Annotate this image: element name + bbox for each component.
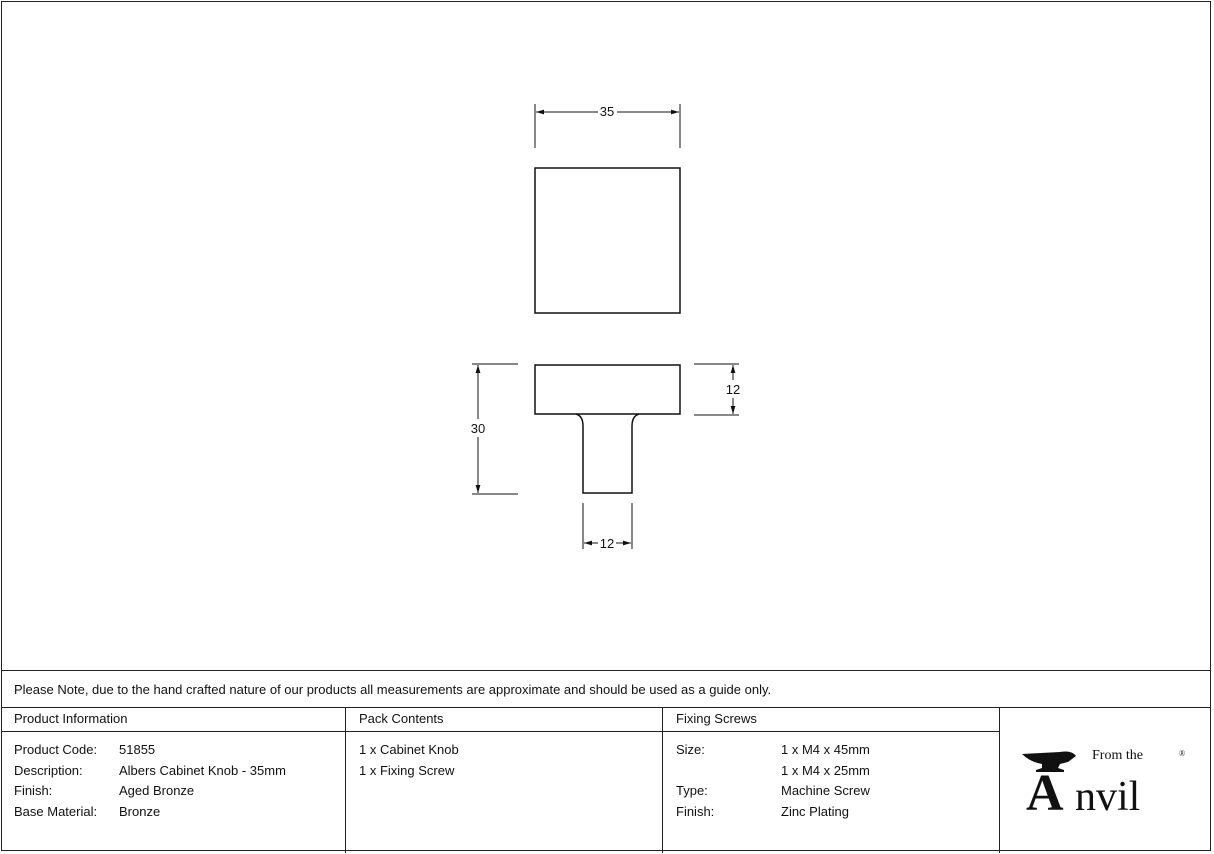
base-material-row <box>14 802 345 823</box>
logo-word: nvil <box>1075 774 1141 816</box>
row-label: Type: <box>676 783 708 798</box>
row-label: Size: <box>676 742 705 757</box>
logo-registered: ® <box>1179 749 1186 758</box>
logo-cell <box>1000 708 1211 853</box>
pack-contents-column <box>346 708 663 853</box>
description-row <box>14 761 345 782</box>
row-label: Product Code: <box>14 742 98 757</box>
screw-finish-row <box>676 802 999 823</box>
row-label: Base Material: <box>14 803 98 819</box>
side-view-stem <box>576 414 639 493</box>
row-value: Zinc Plating <box>781 803 849 819</box>
measurement-note: Please Note, due to the hand crafted nature of our products all measurements are approximate and should be used as a guide only. <box>1 670 1211 707</box>
logo-initial: A <box>1026 765 1064 816</box>
row-value: 51855 <box>119 742 156 757</box>
dim-top-width: 35 <box>599 104 615 119</box>
row-value: Albers Cabinet Knob - 35mm <box>119 762 286 778</box>
row-value: 1 x M4 x 25mm <box>781 762 870 778</box>
finish-row <box>14 781 345 802</box>
dim-head-height: 12 <box>725 382 741 397</box>
row-value: Aged Bronze <box>119 783 195 798</box>
side-view-head <box>535 365 680 414</box>
fixing-screws-heading: Fixing Screws <box>663 708 999 732</box>
screw-type-row <box>676 781 999 802</box>
product-info-column <box>1 708 346 853</box>
screw-size-row <box>676 740 999 761</box>
dim-stem-width: 12 <box>599 536 615 551</box>
row-value: 1 x M4 x 45mm <box>781 742 870 757</box>
row-label: Finish: <box>676 803 715 819</box>
row-label: Finish: <box>14 783 53 798</box>
screw-size-row-2 <box>676 761 999 782</box>
product-info-heading: Product Information <box>1 708 345 732</box>
fixing-screws-column <box>663 708 1000 853</box>
pack-contents-heading: Pack Contents <box>346 708 662 732</box>
row-label: Description: <box>14 762 83 778</box>
dim-total-height: 30 <box>470 421 486 436</box>
row-label <box>676 761 781 782</box>
anvil-logo <box>1020 746 1195 816</box>
top-view-square <box>535 168 680 313</box>
info-table <box>1 707 1211 852</box>
row-value: Bronze <box>119 803 161 819</box>
pack-item: 1 x Cabinet Knob <box>359 742 459 757</box>
logo-small-text: From the <box>1092 748 1143 763</box>
pack-item: 1 x Fixing Screw <box>359 762 455 778</box>
row-value: Machine Screw <box>781 783 870 798</box>
product-code-row <box>14 740 345 761</box>
